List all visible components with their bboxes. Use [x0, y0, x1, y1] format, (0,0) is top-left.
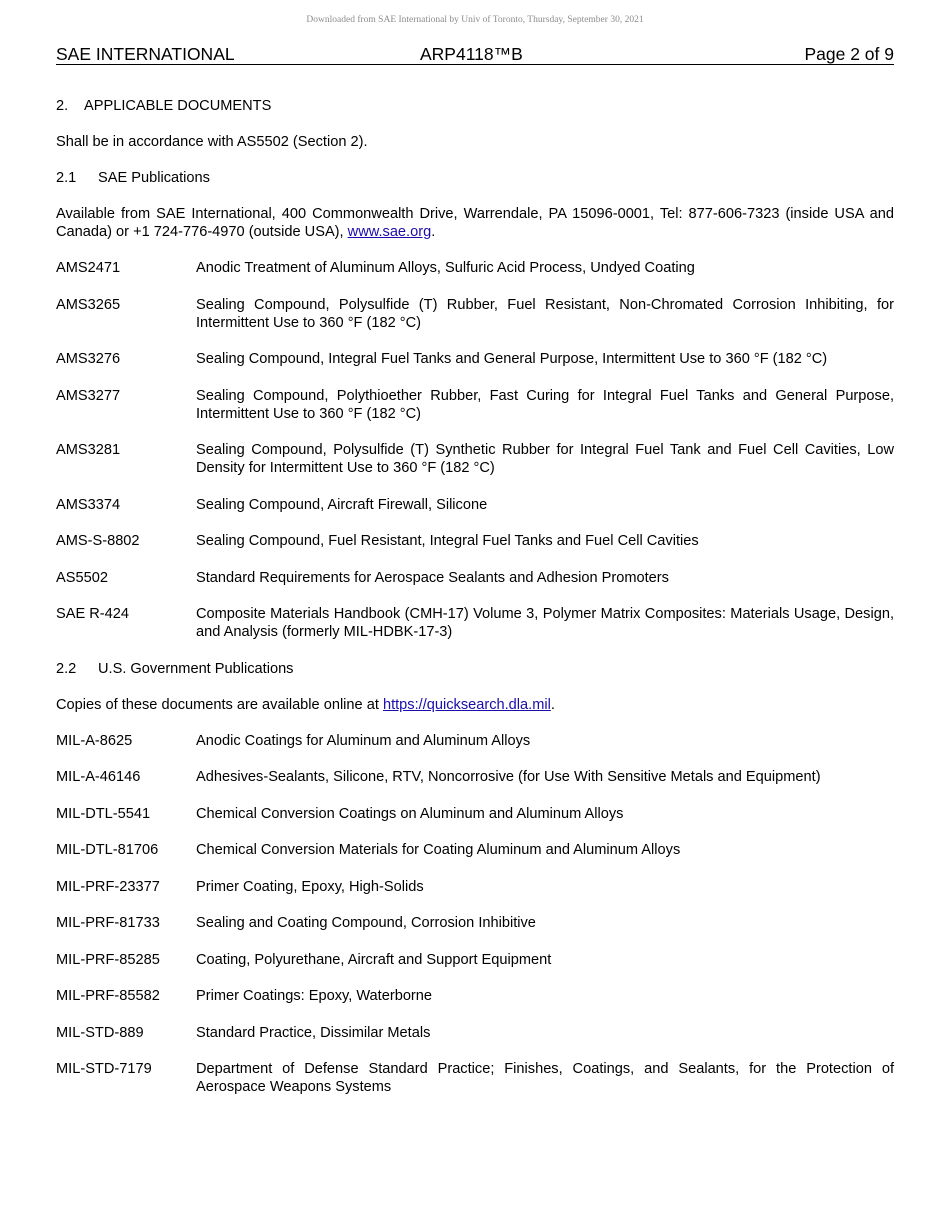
reference-code: MIL-PRF-23377	[56, 878, 160, 895]
availability-text: Copies of these documents are available online at	[56, 696, 383, 713]
section-2-1-heading	[56, 169, 894, 187]
reference-row	[56, 532, 894, 550]
reference-title: Adhesives-Sealants, Silicone, RTV, Noncorrosive (for Use With Sensitive Metals and Equipment)	[196, 769, 821, 785]
reference-code: AMS3277	[56, 387, 121, 404]
header-document-number: ARP4118™B	[420, 44, 523, 64]
section-2-2-heading	[56, 660, 894, 678]
reference-title: Chemical Conversion Coatings on Aluminum and Aluminum Alloys	[196, 805, 624, 822]
reference-row	[56, 878, 894, 896]
quicksearch-link[interactable]: https://quicksearch.dla.mil	[382, 696, 551, 713]
reference-title: Sealing Compound, Polythioether Rubber, Fast Curing for Integral Fuel Tanks and General Purpose, Intermittent Use to 360 °F (182 °C)	[196, 387, 894, 422]
link-suffix: .	[431, 224, 436, 240]
reference-code: MIL-DTL-81706	[56, 842, 159, 858]
reference-row	[56, 350, 894, 368]
page-header	[56, 44, 894, 65]
reference-title: Sealing and Coating Compound, Corrosion Inhibitive	[196, 915, 536, 931]
reference-code: SAE R-424	[56, 606, 130, 622]
reference-row	[56, 805, 894, 823]
reference-title: Coating, Polyurethane, Aircraft and Support Equipment	[196, 951, 552, 968]
reference-title: Standard Requirements for Aerospace Sealants and Adhesion Promoters	[196, 569, 669, 586]
reference-row	[56, 387, 894, 423]
section-number: 2.	[56, 98, 69, 114]
reference-code: AMS-S-8802	[56, 533, 140, 549]
section-number: 2.2	[56, 660, 77, 677]
reference-code: MIL-PRF-85285	[56, 951, 160, 968]
reference-code: AS5502	[56, 569, 108, 586]
reference-code: MIL-STD-889	[56, 1024, 144, 1041]
reference-row	[56, 569, 894, 587]
section-title: APPLICABLE DOCUMENTS	[84, 98, 272, 114]
reference-code: AMS3281	[56, 442, 121, 458]
reference-row	[56, 605, 894, 641]
section-title: U.S. Government Publications	[98, 660, 294, 677]
reference-row	[56, 841, 894, 859]
document-body	[56, 97, 894, 1115]
reference-title: Primer Coatings: Epoxy, Waterborne	[196, 988, 433, 1004]
reference-row	[56, 732, 894, 750]
reference-row	[56, 296, 894, 332]
reference-code: MIL-STD-7179	[56, 1061, 152, 1077]
reference-code: AMS3265	[56, 296, 121, 313]
reference-code: MIL-A-46146	[56, 769, 141, 785]
reference-title: Sealing Compound, Integral Fuel Tanks and General Purpose, Intermittent Use to 360 °F (182 °C)	[196, 351, 828, 367]
link-suffix: .	[550, 696, 555, 713]
reference-row	[56, 768, 894, 786]
reference-row	[56, 441, 894, 477]
reference-title: Primer Coating, Epoxy, High-Solids	[196, 878, 424, 895]
reference-row	[56, 259, 894, 277]
section-title: SAE Publications	[98, 170, 210, 186]
reference-row	[56, 1024, 894, 1042]
reference-title: Sealing Compound, Fuel Resistant, Integral Fuel Tanks and Fuel Cell Cavities	[196, 533, 699, 549]
reference-title: Anodic Coatings for Aluminum and Aluminum Alloys	[196, 732, 531, 749]
reference-code: AMS3276	[56, 351, 121, 367]
reference-code: MIL-A-8625	[56, 732, 133, 749]
sae-website-link[interactable]: www.sae.org	[347, 224, 432, 240]
reference-row	[56, 496, 894, 514]
reference-title: Composite Materials Handbook (CMH-17) Volume 3, Polymer Matrix Composites: Materials Usage, Design, and Analysis (formerly MIL-HDBK-17-3)	[196, 606, 894, 640]
header-organization: SAE INTERNATIONAL	[56, 44, 235, 64]
reference-title: Chemical Conversion Materials for Coating Aluminum and Aluminum Alloys	[196, 842, 681, 858]
reference-title: Anodic Treatment of Aluminum Alloys, Sulfuric Acid Process, Undyed Coating	[196, 260, 695, 276]
reference-code: MIL-DTL-5541	[56, 805, 151, 822]
reference-title: Sealing Compound, Aircraft Firewall, Silicone	[196, 496, 488, 513]
availability-text: Available from SAE International, 400 Commonwealth Drive, Warrendale, PA 15096-0001, Tel: 877-606-7323 (inside USA and Canada) or +1 724-776-4970 (outside USA),	[56, 206, 894, 240]
gov-availability-paragraph	[56, 696, 894, 714]
header-page-number: Page 2 of 9	[804, 44, 894, 64]
reference-row	[56, 1060, 894, 1096]
reference-title: Sealing Compound, Polysulfide (T) Rubber, Fuel Resistant, Non-Chromated Corrosion Inhibiting, for Intermittent Use to 360 °F (182 °C)	[196, 296, 894, 331]
reference-code: AMS3374	[56, 496, 121, 513]
sae-reference-list	[56, 259, 894, 641]
section-2-intro: Shall be in accordance with AS5502 (Section 2).	[56, 134, 368, 150]
reference-title: Department of Defense Standard Practice; Finishes, Coatings, and Sealants, for the Protection of Aerospace Weapons Systems	[196, 1061, 894, 1095]
government-reference-list	[56, 732, 894, 1097]
reference-row	[56, 914, 894, 932]
reference-code: MIL-PRF-85582	[56, 988, 160, 1004]
reference-title: Sealing Compound, Polysulfide (T) Synthetic Rubber for Integral Fuel Tank and Fuel Cell Cavities, Low Density for Intermittent Use to 360 °F (182 °C)	[196, 442, 894, 476]
sae-availability-paragraph	[56, 205, 894, 241]
section-2-heading	[56, 97, 894, 115]
reference-code: MIL-PRF-81733	[56, 915, 160, 931]
reference-row	[56, 987, 894, 1005]
reference-row	[56, 951, 894, 969]
download-watermark-note: Downloaded from SAE International by Univ of Toronto, Thursday, September 30, 2021	[306, 15, 644, 25]
section-number: 2.1	[56, 170, 77, 186]
reference-title: Standard Practice, Dissimilar Metals	[196, 1024, 431, 1041]
reference-code: AMS2471	[56, 260, 121, 276]
